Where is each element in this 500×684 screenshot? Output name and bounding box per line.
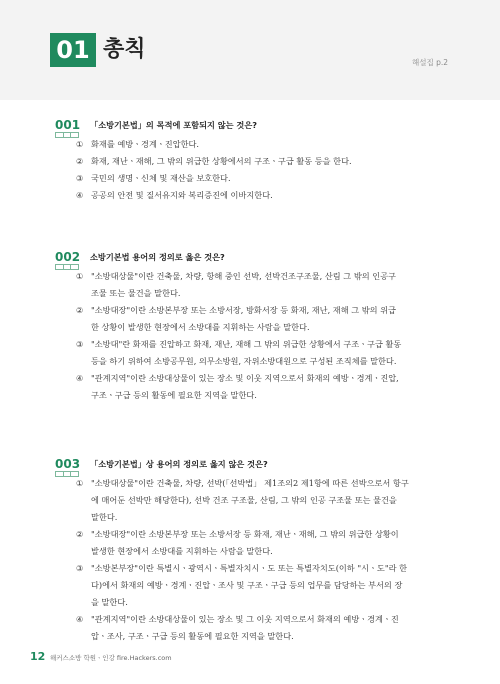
chapter-header — [0, 0, 500, 100]
question-number: 003 — [55, 457, 81, 471]
option: ③ 국민의 생명ㆍ신체 및 재산을 보호한다. — [76, 173, 231, 183]
question-stem: 「소방기본법」의 목적에 포함되지 않는 것은? — [90, 120, 257, 130]
option: ② "소방대장"이란 소방본부장 또는 소방서장 등 화재, 재난ㆍ재해, 그 밖의 위급한 상황이 발생한 현장에서 소방대를 지휘하는 사람을 말한다. — [76, 529, 399, 556]
page-number: 12 — [30, 650, 46, 663]
option: ① 화재를 예방ㆍ경계ㆍ진압한다. — [76, 139, 200, 149]
option: ③ "소방대"란 화재를 진압하고 화재, 재난, 재해 그 밖의 위급한 상황에서 구조ㆍ구급 활동 등을 하기 위하여 소방공무원, 의무소방원, 자위소방대원으로 구성된 조직체를 말한다. — [76, 339, 402, 366]
option-list — [76, 268, 476, 404]
question-stem: 소방기본법 용어의 정의로 옳은 것은? — [90, 252, 225, 262]
option: ② 화재, 재난ㆍ재해, 그 밖의 위급한 상황에서의 구조ㆍ구급 활동 등을 한다. — [76, 156, 352, 166]
option: ④ 공공의 안전 및 질서유지와 복리증진에 이바지한다. — [76, 190, 273, 200]
option-list — [76, 475, 476, 645]
chapter-number: 01 — [50, 33, 96, 67]
question-number: 002 — [55, 250, 81, 264]
option: ④ "관계지역"이란 소방대상물이 있는 장소 및 이웃 지역으로서 화재의 예방ㆍ경계ㆍ진압, 구조ㆍ구급 등의 활동에 필요한 지역을 말한다. — [76, 373, 399, 400]
explanation-reference: 해설집 p.2 — [411, 58, 448, 67]
question-number: 001 — [55, 118, 81, 132]
option: ① "소방대상물"이란 건축물, 차량, 선박(「선박법」 제1조의2 제1항에 따른 선박으로서 항구 에 매어둔 선박만 해당한다), 선박 건조 구조물, 산림, 그 밖의 인공 구조물 또는 물건을 말한다. — [76, 478, 409, 522]
option: ③ "소방본부장"이란 특별시ㆍ광역시ㆍ특별자치시ㆍ도 또는 특별자치도(이하 "시ㆍ도"라 한 다)에서 화재의 예방ㆍ경계ㆍ진압ㆍ조사 및 구조ㆍ구급 등의 업무를 담당하는 부서의 장 을 말한다. — [76, 563, 408, 607]
option-list — [76, 136, 476, 204]
question-stem: 「소방기본법」상 용어의 정의로 옳지 않은 것은? — [90, 459, 268, 469]
chapter-title: 총칙 — [103, 37, 146, 62]
option: ① "소방대상물"이란 건축물, 차량, 항해 중인 선박, 선박건조구조물, 산림 그 밖의 인공구 조물 또는 물건을 말한다. — [76, 271, 396, 298]
footer-text: 해커스소방 학원ㆍ인강 fire.Hackers.com — [50, 654, 172, 662]
option: ④ "관계지역"이란 소방대상물이 있는 장소 및 그 이웃 지역으로서 화재의 예방ㆍ경계ㆍ진 압ㆍ조사, 구조ㆍ구급 등의 활동에 필요한 지역을 말한다. — [76, 614, 399, 641]
option: ② "소방대장"이란 소방본부장 또는 소방서장, 방화서장 등 화재, 재난, 재해 그 밖의 위급 한 상황이 발생한 현장에서 소방대를 지휘하는 사람을 말한다. — [76, 305, 396, 332]
